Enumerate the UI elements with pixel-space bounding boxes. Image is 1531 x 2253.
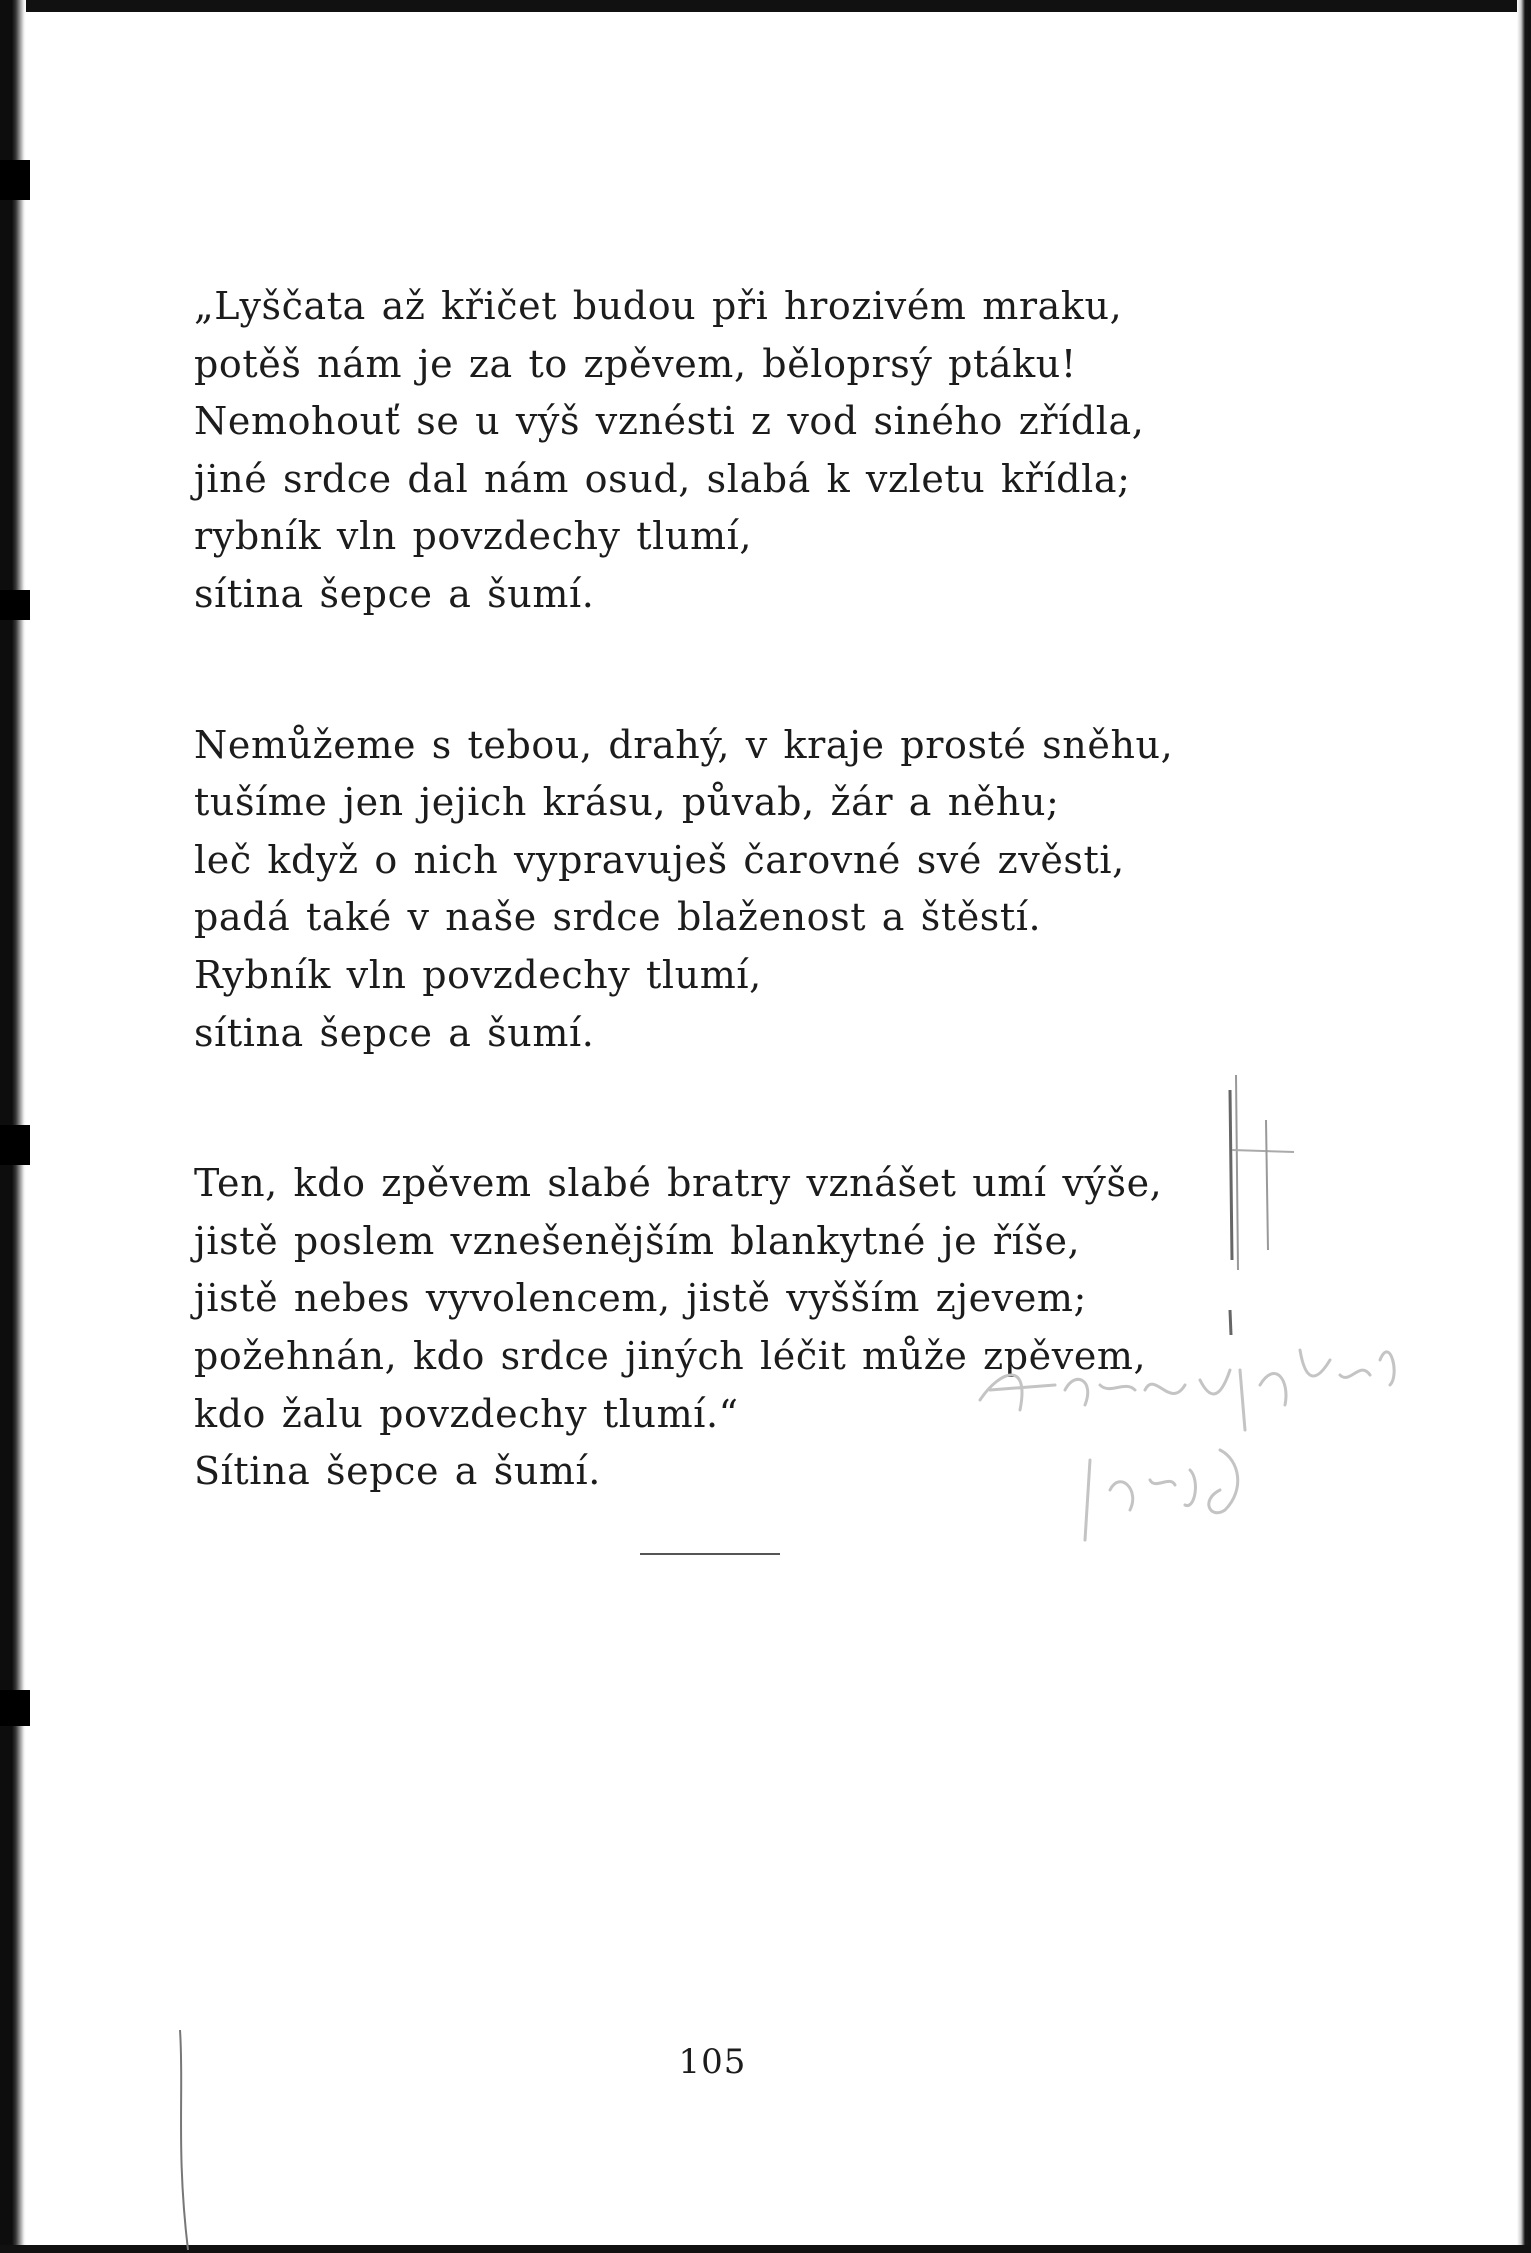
verse-line: rybník vln povzdechy tlumí,	[194, 514, 753, 559]
stanza-2	[194, 717, 1234, 1063]
verse-line: kdo žalu povzdechy tlumí.“	[194, 1391, 739, 1436]
scan-border-notch	[0, 590, 30, 620]
margin-pencil-mark	[1216, 1060, 1296, 1340]
scan-border-right	[1517, 0, 1531, 2253]
verse-line: Nemůžeme s tebou, drahý, v kraje prosté sněhu,	[194, 722, 1174, 767]
verse-line: Sítina šepce a šumí.	[194, 1449, 601, 1494]
verse-line: leč když o nich vypravuješ čarovné své zvěsti,	[194, 837, 1125, 882]
verse-line: Rybník vln povzdechy tlumí,	[194, 952, 762, 997]
verse-line: Nemohouť se u výš vznésti z vod siného zřídla,	[194, 399, 1145, 444]
verse-line: Ten, kdo zpěvem slabé bratry vznášet umí výše,	[194, 1161, 1163, 1206]
verse-line: sítina šepce a šumí.	[194, 1010, 595, 1055]
poem-text	[194, 278, 1234, 1501]
verse-line: jistě nebes vyvolencem, jistě vyšším zjevem;	[194, 1276, 1087, 1321]
verse-line: tušíme jen jejich krásu, půvab, žár a něhu;	[194, 780, 1060, 825]
section-divider	[640, 1553, 780, 1555]
handwritten-pencil-note	[960, 1330, 1460, 1570]
verse-line: jistě poslem vznešenějším blankytné je říše,	[194, 1218, 1081, 1263]
scan-border-bottom	[0, 2245, 1531, 2253]
page-number: 105	[678, 2042, 747, 2082]
scan-border-notch	[0, 1125, 30, 1165]
verse-line: „Lyščata až křičet budou při hrozivém mraku,	[194, 284, 1123, 328]
verse-line: požehnán, kdo srdce jiných léčit může zpěvem,	[194, 1333, 1147, 1378]
verse-line: jiné srdce dal nám osud, slabá k vzletu křídla;	[194, 456, 1131, 501]
scan-border-notch	[0, 1690, 30, 1726]
scan-artifact-line	[170, 2030, 200, 2250]
scan-border-top	[0, 0, 1531, 12]
verse-line: padá také v naše srdce blaženost a štěstí.	[194, 895, 1042, 940]
scan-border-notch	[0, 160, 30, 200]
verse-line: sítina šepce a šumí.	[194, 571, 595, 616]
stanza-1	[194, 278, 1234, 624]
verse-line: potěš nám je za to zpěvem, běloprsý ptáku!	[194, 341, 1077, 386]
